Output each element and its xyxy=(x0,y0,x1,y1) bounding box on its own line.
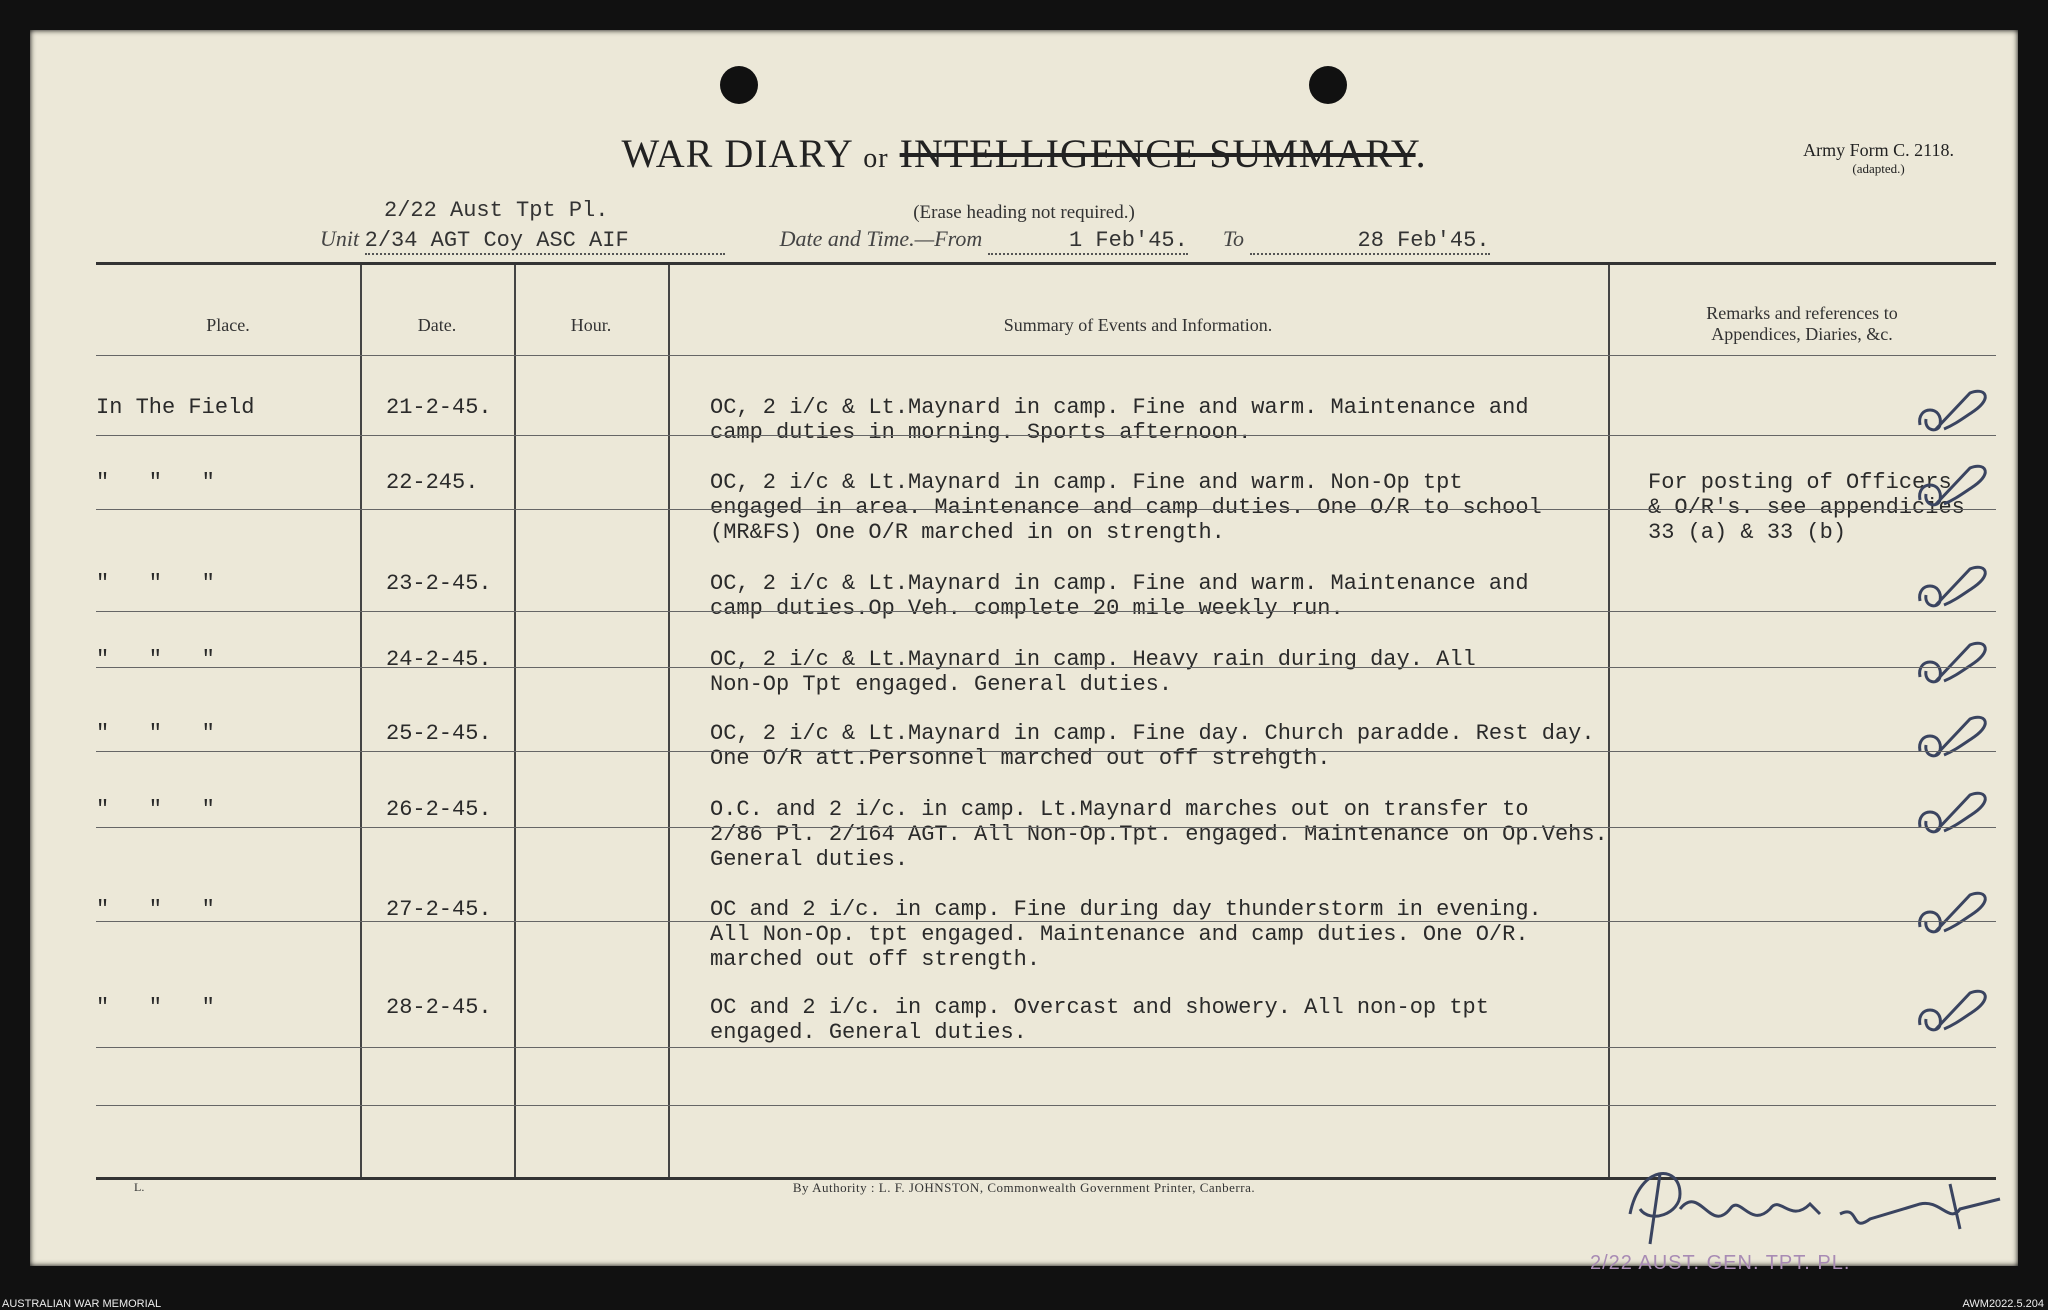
entry-place: " " " xyxy=(96,647,215,672)
date-to: 28 Feb'45. xyxy=(1250,228,1490,255)
entry-summary: OC, 2 i/c & Lt.Maynard in camp. Fine day. Church paradde. Rest day. One O/R att.Personnel marched out off strehgth. xyxy=(710,721,1595,771)
army-form-label xyxy=(1803,140,1954,177)
entry-place: " " " xyxy=(96,470,215,495)
entry-remarks: For posting of Officers & O/R's. see appendicies 33 (a) & 33 (b) xyxy=(1648,470,1965,545)
unit-value: 2/34 AGT Coy ASC AIF xyxy=(365,228,725,255)
title-or: or xyxy=(863,143,889,174)
col-hour: Hour. xyxy=(570,315,612,335)
entry-summary: O.C. and 2 i/c. in camp. Lt.Maynard marches out on transfer to 2/86 Pl. 2/164 AGT. All Non-Op.Tpt. engaged. Maintenance on Op.Vehs. General duties. xyxy=(710,797,1608,872)
entry-date: 23-2-45. xyxy=(386,571,492,596)
signature xyxy=(1620,1154,2020,1254)
entry-summary: OC and 2 i/c. in camp. Fine during day thunderstorm in evening. All Non-Op. tpt engaged. Maintenance and camp duties. One O/R. marched out off strength. xyxy=(710,897,1542,972)
initials-mark xyxy=(1914,385,1998,437)
entry-place: " " " xyxy=(96,897,215,922)
diary-table xyxy=(96,262,1996,1180)
entry-date: 27-2-45. xyxy=(386,897,492,922)
initials-mark xyxy=(1914,985,1998,1037)
caption-right: AWM2022.5.204 xyxy=(1962,1298,2044,1310)
entry-date: 24-2-45. xyxy=(386,647,492,672)
punch-hole xyxy=(1309,66,1347,104)
entry-place: " " " xyxy=(96,995,215,1020)
entry-summary: OC and 2 i/c. in camp. Overcast and showery. All non-op tpt engaged. General duties. xyxy=(710,995,1489,1045)
initials-mark xyxy=(1914,637,1998,689)
title-struck: INTELLIGENCE SUMMARY xyxy=(899,131,1416,176)
footer-mark: L. xyxy=(134,1180,145,1194)
entry-date: 26-2-45. xyxy=(386,797,492,822)
punch-hole xyxy=(720,66,758,104)
caption-left: AUSTRALIAN WAR MEMORIAL xyxy=(2,1298,162,1310)
entry-place: " " " xyxy=(96,797,215,822)
col-date: Date. xyxy=(417,315,457,335)
col-place: Place. xyxy=(206,315,250,335)
entry-place: " " " xyxy=(96,571,215,596)
printer-authority: By Authority : L. F. JOHNSTON, Commonwealth Government Printer, Canberra. xyxy=(792,1180,1256,1195)
unit-date-row xyxy=(320,226,1490,255)
entry-summary: OC, 2 i/c & Lt.Maynard in camp. Heavy rain during day. All Non-Op Tpt engaged. General duties. xyxy=(710,647,1476,697)
entry-summary: OC, 2 i/c & Lt.Maynard in camp. Fine and warm. Maintenance and camp duties in morning. Sports afternoon. xyxy=(710,395,1529,445)
col-remarks: Remarks and references to Appendices, Diaries, &c. xyxy=(1706,303,1898,344)
entry-place: In The Field xyxy=(96,395,255,420)
entry-place: " " " xyxy=(96,721,215,746)
erase-note: (Erase heading not required.) xyxy=(913,202,1135,223)
entry-date: 21-2-45. xyxy=(386,395,492,420)
initials-mark xyxy=(1914,460,1998,512)
initials-mark xyxy=(1914,561,1998,613)
diary-page xyxy=(30,30,2018,1274)
date-from: 1 Feb'45. xyxy=(988,228,1188,255)
unit-line-1: 2/22 Aust Tpt Pl. xyxy=(384,198,609,223)
entry-date: 28-2-45. xyxy=(386,995,492,1020)
form-title: WAR DIARY or INTELLIGENCE SUMMARY. xyxy=(621,131,1427,176)
entry-summary: OC, 2 i/c & Lt.Maynard in camp. Fine and warm. Non-Op tpt engaged in area. Maintenance and camp duties. One O/R to school (MR&FS) One O/R marched in on strength. xyxy=(710,470,1542,545)
initials-mark xyxy=(1914,787,1998,839)
initials-mark xyxy=(1914,711,1998,763)
col-summary: Summary of Events and Information. xyxy=(1003,315,1273,335)
entry-summary: OC, 2 i/c & Lt.Maynard in camp. Fine and warm. Maintenance and camp duties.Op Veh. complete 20 mile weekly run. xyxy=(710,571,1529,621)
title-main: WAR DIARY xyxy=(621,131,853,176)
unit-stamp: 2/22 AUST. GEN. TPT. PL. xyxy=(1590,1252,1851,1274)
to-label: To xyxy=(1222,226,1245,251)
entry-date: 22-245. xyxy=(386,470,479,495)
army-form: Army Form C. 2118. xyxy=(1803,140,1954,160)
date-label: Date and Time.—From xyxy=(779,226,983,251)
entry-date: 25-2-45. xyxy=(386,721,492,746)
initials-mark xyxy=(1914,887,1998,939)
unit-label: Unit xyxy=(320,226,360,251)
adapted-note: (adapted.) xyxy=(1852,161,1905,176)
